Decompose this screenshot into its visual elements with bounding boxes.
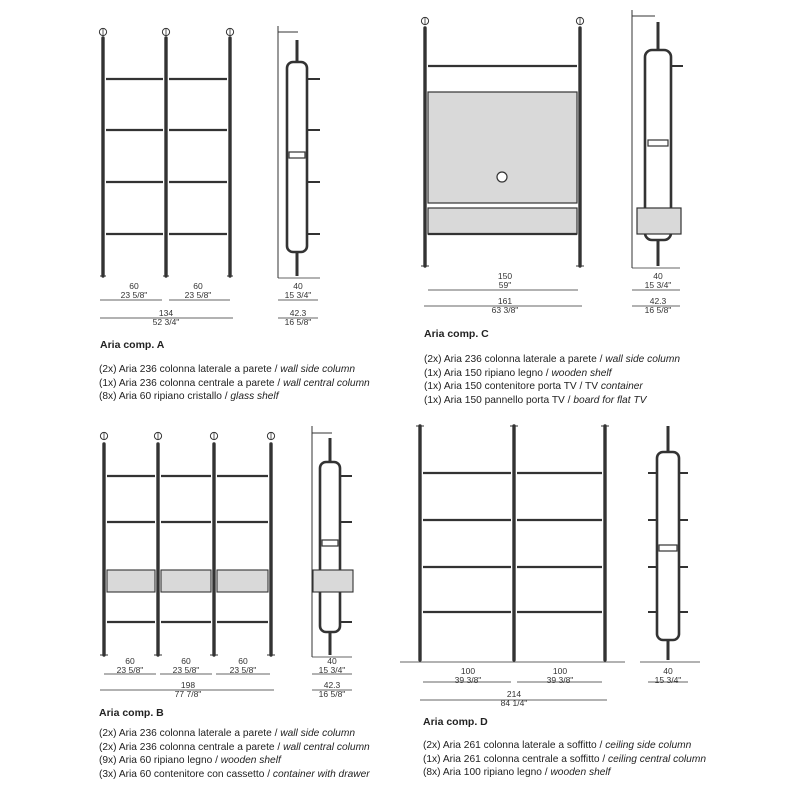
comp-a-front-elevation <box>99 28 233 276</box>
comp-d-dim-total: 214 84 1/4" <box>500 689 528 708</box>
comp-c-dim-depth: 40 15 3/4" <box>644 271 672 290</box>
comp-a-dim-module-1: 60 23 5/8" <box>120 281 148 300</box>
comp-c-dim-overall: 42.3 16 5/8" <box>644 296 672 315</box>
comp-b-dim-module-1: 60 23 5/8" <box>116 656 144 675</box>
comp-a-dim-overall: 42.3 16 5/8" <box>284 308 312 327</box>
comp-b-side-elevation <box>312 426 353 657</box>
comp-a-side-elevation <box>278 26 320 278</box>
comp-d-part-1: (2x) Aria 261 colonna laterale a soffitto / ceiling side column <box>423 740 692 751</box>
comp-a-dim-depth: 40 15 3/4" <box>284 281 312 300</box>
comp-b-parts-list <box>99 727 370 781</box>
comp-c-part-2: (1x) Aria 150 ripiano legno / wooden shelf <box>424 367 612 379</box>
comp-c-dim-module-1: 150 59" <box>497 271 513 290</box>
comp-c-title: Aria comp. C <box>424 328 489 340</box>
comp-b-part-4: (3x) Aria 60 contenitore con cassetto / container with drawer <box>99 768 370 780</box>
comp-b-dim-module-3: 60 23 5/8" <box>229 656 257 675</box>
comp-d-part-3: (8x) Aria 100 ripiano legno / wooden shelf <box>423 767 611 779</box>
comp-b-part-3: (9x) Aria 60 ripiano legno / wooden shelf <box>99 755 281 767</box>
comp-b-dim-overall: 42.3 16 5/8" <box>318 680 346 699</box>
comp-c-parts-list <box>424 353 680 407</box>
comp-b-part-1: (2x) Aria 236 colonna laterale a parete / wall side column <box>99 728 355 739</box>
comp-d-title: Aria comp. D <box>423 716 488 728</box>
comp-a-part-3: (8x) Aria 60 ripiano cristallo / glass shelf <box>99 391 279 403</box>
comp-d-dim-depth: 40 15 3/4" <box>654 666 682 685</box>
comp-b-dim-total: 198 77 7/8" <box>174 680 202 699</box>
comp-a-part-1: (2x) Aria 236 colonna laterale a parete / wall side column <box>99 364 355 375</box>
comp-c-side-elevation <box>632 10 683 268</box>
comp-c-dim-total: 161 63 3/8" <box>491 296 519 315</box>
comp-a-dim-module-2: 60 23 5/8" <box>184 281 212 300</box>
comp-c-front-elevation <box>421 17 584 266</box>
comp-d-dim-module-1: 100 39 3/8" <box>454 666 482 685</box>
comp-d-side-elevation <box>640 426 700 662</box>
comp-d-part-2: (1x) Aria 261 colonna centrale a soffitto / ceiling central column <box>423 753 706 765</box>
comp-b-title: Aria comp. B <box>99 707 164 719</box>
comp-c-part-1: (2x) Aria 236 colonna laterale a parete / wall side column <box>424 354 680 365</box>
comp-a-title: Aria comp. A <box>100 339 165 351</box>
comp-c-part-4: (1x) Aria 150 pannello porta TV / board for flat TV <box>424 394 647 406</box>
comp-d-parts-list <box>423 739 706 780</box>
comp-a-parts-list <box>99 363 370 404</box>
comp-b-part-2: (2x) Aria 236 colonna centrale a parete / wall central column <box>99 741 370 753</box>
comp-a-dim-total: 134 52 3/4" <box>152 308 180 327</box>
comp-b-dim-module-2: 60 23 5/8" <box>172 656 200 675</box>
comp-c-part-3: (1x) Aria 150 contenitore porta TV / TV container <box>424 381 643 393</box>
comp-b-front-elevation <box>100 432 275 655</box>
comp-d-dim-module-2: 100 39 3/8" <box>546 666 574 685</box>
comp-d-front-elevation <box>400 426 625 662</box>
comp-b-dim-depth: 40 15 3/4" <box>318 656 346 675</box>
comp-a-part-2: (1x) Aria 236 colonna centrale a parete / wall central column <box>99 377 370 389</box>
